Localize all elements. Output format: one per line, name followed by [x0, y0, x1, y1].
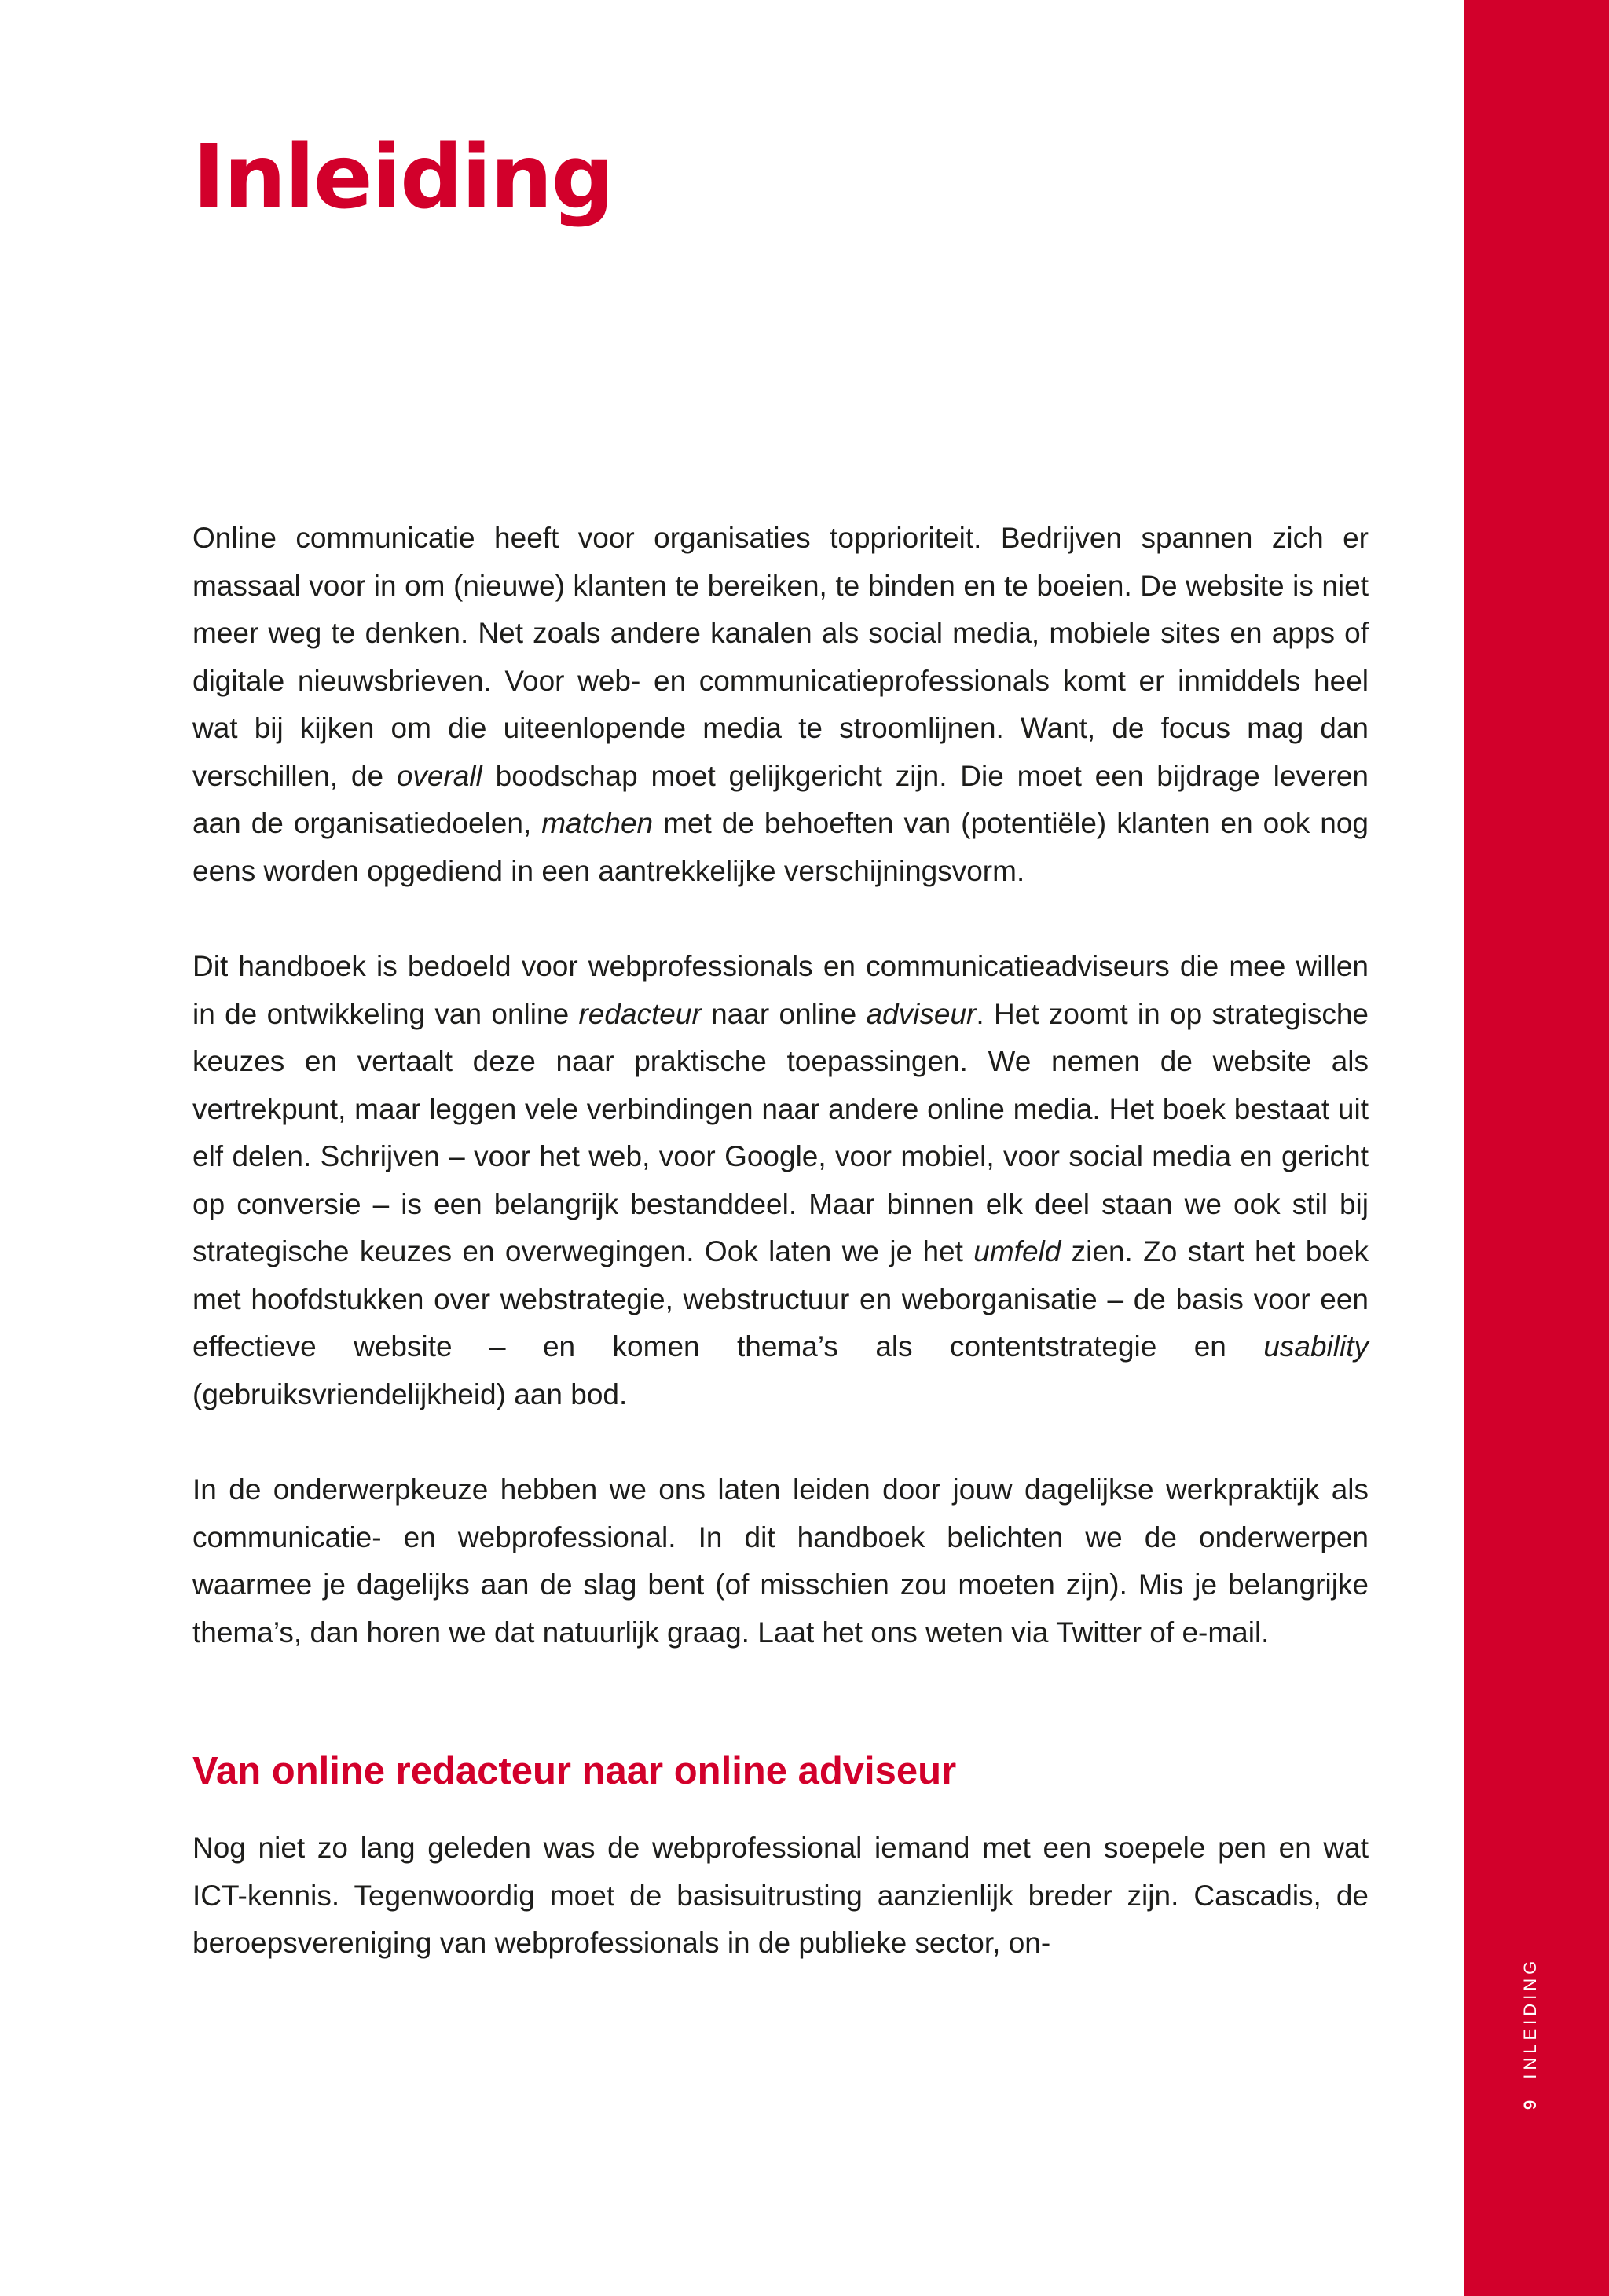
- text-run: In de onderwerpkeuze hebben we ons laten leiden door jouw dagelijkse werkpraktijk als communicatie- en webprofessional. In dit handboek belichten we de onderwerpen waarmee je dagelijks aan de slag bent (of misschien zou moeten zijn). Mis je belangrijke thema’s, dan horen we dat natuurlijk graag. Laat het ons weten via Twitter of e-mail.: [192, 1473, 1369, 1649]
- text-run: naar online: [701, 997, 867, 1030]
- chapter-tab-bar: [1464, 0, 1609, 2296]
- italic-run: adviseur: [866, 997, 977, 1030]
- italic-run: overall: [396, 759, 482, 792]
- section-heading: Van online redacteur naar online adviseur: [192, 1750, 957, 1792]
- text-run: zien. Zo start het boek met hoofdstukken over webstrategie, webstructuur en weborganisatie – de basis voor een effectieve website – en komen thema’s als contentstrategie en: [192, 1235, 1369, 1363]
- italic-run: usability: [1263, 1330, 1369, 1363]
- intro-paragraph-3: [192, 1466, 1369, 1656]
- italic-run: umfeld: [973, 1235, 1061, 1267]
- text-run: boodschap moet gelijkgericht zijn. Die moet een bijdrage leveren aan de organisatiedoelen,: [192, 759, 1369, 839]
- text-run: . Het zoomt in op strategische keuzes en vertaalt deze naar praktische toepassingen. We nemen de website als vertrekpunt, maar leggen vele verbindingen naar andere online media. Het boek bestaat uit elf delen. Schrijven – voor het web, voor Google, voor mobiel, voor social media en gericht op conversie – is een belangrijk bestanddeel. Maar binnen elk deel staan we ook stil bij strategische keuzes en overwegingen. Ook laten we je het: [192, 997, 1369, 1267]
- italic-run: redacteur: [578, 997, 702, 1030]
- running-head: [1497, 1957, 1544, 2114]
- intro-paragraph-2: [192, 943, 1369, 1418]
- page-number: 9: [1520, 2096, 1540, 2110]
- body-text: [192, 515, 1369, 2015]
- section-paragraph: Nog niet zo lang geleden was de webprofessional iemand met een soepele pen en wat ICT-kennis. Tegenwoordig moet de basisuitrusting aanzienlijk breder zijn. Cascadis, de beroepsvereniging van webprofessionals in de publieke sector, on-: [192, 1832, 1369, 1959]
- running-head-label: INLEIDING: [1520, 1957, 1540, 2079]
- text-run: met de behoeften van (potentiële) klanten en ook nog eens worden opgediend in een aantrekkelijke verschijningsvorm.: [192, 807, 1369, 887]
- running-head-text: [1520, 1957, 1541, 2110]
- intro-paragraph-1: [192, 515, 1369, 895]
- text-run: (gebruiksvriendelijkheid) aan bod.: [192, 1377, 628, 1410]
- text-run: Dit handboek is bedoeld voor webprofessionals en communicatieadviseurs die mee willen in de ontwikkeling van online: [192, 950, 1369, 1030]
- text-run: Online communicatie heeft voor organisaties topprioriteit. Bedrijven spannen zich er massaal voor in om (nieuwe) klanten te bereiken, te binden en te boeien. De website is niet meer weg te denken. Net zoals andere kanalen als social media, mobiele sites en apps of digitale nieuwsbrieven. Voor web- en communicatieprofessionals komt er inmiddels heel wat bij kijken om die uiteenlopende media te stroomlijnen. Want, de focus mag dan verschillen, de: [192, 522, 1369, 792]
- italic-run: matchen: [541, 807, 654, 839]
- chapter-title: Inleiding: [192, 127, 613, 229]
